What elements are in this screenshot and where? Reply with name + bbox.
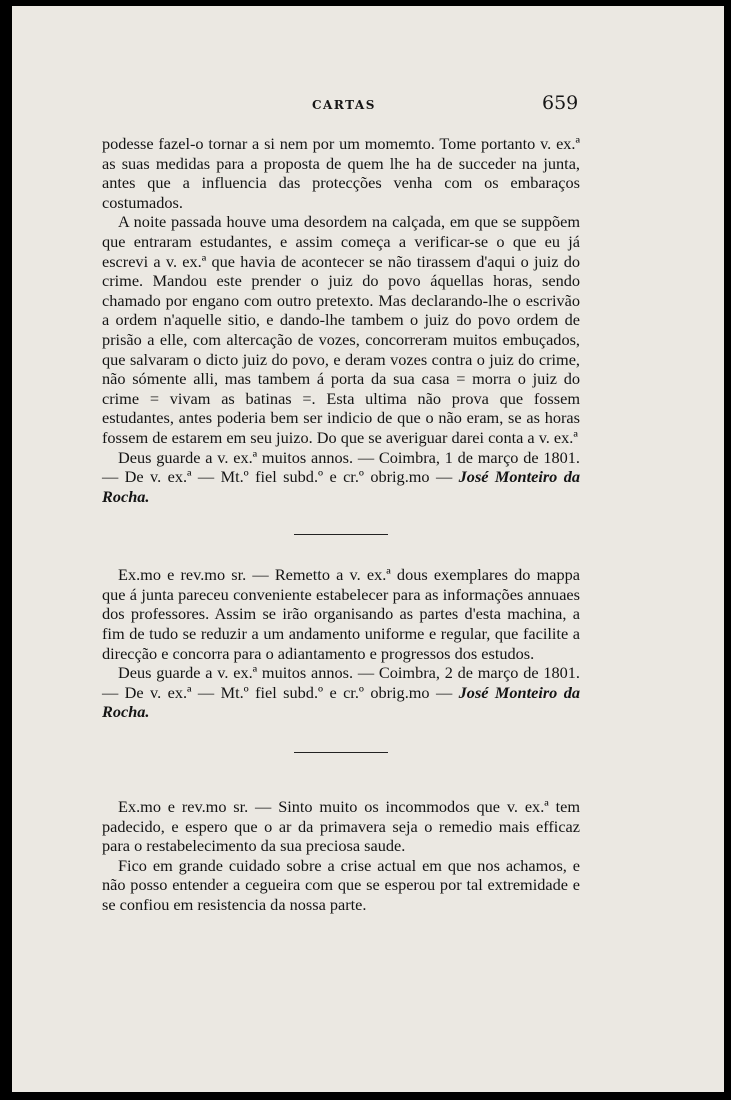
letter-2-closing: Deus guarde a v. ex.ª muitos annos. — Coimbra, 2 de março de 1801. — De v. ex.ª — Mt.º fiel subd.º e cr.º obrig.mo — xyxy=(102,663,580,702)
letter-3-paragraph-1-block xyxy=(102,797,580,856)
letter-1-paragraph-1: podesse fazel-o tornar a si nem por um momemto. Tome portanto v. ex.ª as suas medidas para a proposta de quem lhe ha de succeder na junta, antes que a influencia das protecções venha com os embaraços costumados. xyxy=(102,134,580,212)
page-body xyxy=(102,134,580,915)
letter-1-signature: José Monteiro da Rocha. xyxy=(102,467,580,506)
letter-1-closing-block xyxy=(102,448,580,507)
letter-1-closing: Deus guarde a v. ex.ª muitos annos. — Coimbra, 1 de março de 1801. — De v. ex.ª — Mt.º fiel subd.º e cr.º obrig.mo — xyxy=(102,447,580,487)
letter-2-closing-block xyxy=(102,663,580,722)
letter-2-paragraph-1-block xyxy=(102,565,580,663)
page-header xyxy=(12,92,724,122)
letter-3-paragraph-2: Fico em grande cuidado sobre a crise actual em que nos achamos, e não posso entender a cegueira com que se esperou por tal extremidade e se confiou em resistencia da nossa parte. xyxy=(102,855,580,914)
letter-3-paragraph-1: Sinto muito os incommodos que v. ex.ª tem padecido, e espero que o ar da primavera seja o remedio mais efficaz para o restabelecimento da sua preciosa saude. xyxy=(102,797,581,856)
letter-2-salutation: Ex.mo e rev.mo sr. — xyxy=(118,565,275,585)
letter-2-paragraph-1: Remetto a v. ex.ª dous exemplares do mappa que á junta pareceu conveniente estabelecer para as informações annuaes dos professores. Assim se irão organisando as partes d'esta machina, a fim de tudo se reduzir a um andamento uniforme e regular, que facilite a direcção e concorra para o adiantamento e progressos dos estudos. xyxy=(102,565,580,663)
page-number: 659 xyxy=(542,92,579,114)
letter-1-paragraph-2: A noite passada houve uma desordem na calçada, em que se suppõem que entraram estudantes, e assim começa a verificar-se o que eu já escrevi a v. ex.ª que havia de acontecer se não tirassem d'aqui o juiz do crime. Mandou este prender o juiz do povo áquellas horas, sendo chamado por engano com outro pretexto. Mas declarando-lhe o escrivão a ordem n'aquelle sitio, e dando-lhe tambem o juiz do povo ordem de prisão a elle, com altercação de vozes, concorreram muitos embuçados, que salvaram o dicto juiz do povo, e deram vozes contra o juiz do crime, não sómente alli, mas tambem á porta da sua casa = morra o juiz do crime = vivam as batinas =. Esta ultima não prova que fossem estudantes, antes poderia bem ser indicio de que o não eram, se as horas fossem de estarem em seu juizo. Do que se averiguar darei conta a v. ex.ª xyxy=(102,212,580,447)
letter-2-signature: José Monteiro da Rocha. xyxy=(102,682,580,722)
book-page xyxy=(12,6,724,1092)
letter-3-salutation: Ex.mo e rev.mo sr. — xyxy=(118,797,279,817)
running-title: CARTAS xyxy=(312,98,376,112)
